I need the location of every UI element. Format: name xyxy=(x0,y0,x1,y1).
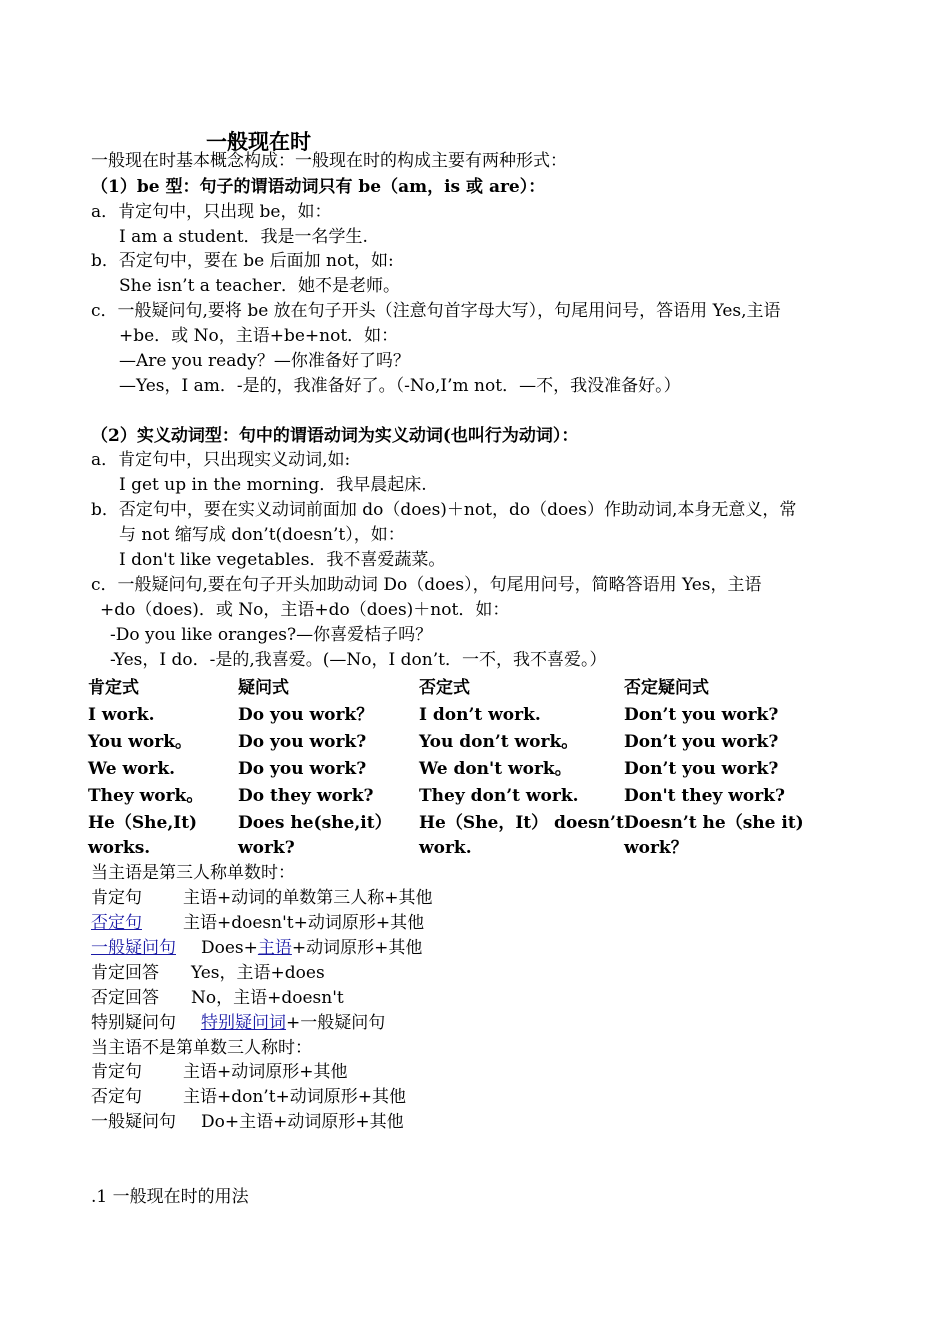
rule-label: 一般疑问句 xyxy=(91,1112,176,1132)
section1-c-example-1: —Are you ready？—你准备好了吗？ xyxy=(119,351,410,371)
rule-text: Do+主语+动词原形+其他 xyxy=(201,1112,404,1132)
table-cell: He（She，It） doesn’t xyxy=(419,813,624,833)
section2-b-label-1: b．否定句中，要在实义动词前面加 do（does)＋not，do（does）作助动词,本身无意义，常 xyxy=(91,500,797,520)
section2-a-example: I get up in the morning．我早晨起床. xyxy=(119,475,427,495)
table-cell: Don’t you work? xyxy=(624,732,779,752)
table-cell: Do you work? xyxy=(238,759,367,779)
table-cell: Does he(she,it） xyxy=(238,813,392,833)
special-question-word-link[interactable]: 特别疑问词 xyxy=(201,1013,286,1033)
section2-heading: （2）实义动词型：句中的谓语动词为实义动词(也叫行为动词）： xyxy=(91,426,579,446)
table-cell: They work。 xyxy=(88,786,204,806)
table-cell: work？ xyxy=(624,838,688,858)
subject-link[interactable]: 主语 xyxy=(257,938,292,958)
rule-text xyxy=(201,1012,385,1034)
rule-label: 肯定回答 xyxy=(91,963,159,983)
section2-c-label-1: c．一般疑问句,要在句子开头加助动词 Do（does），句尾用问号，简略答语用 Yes，主语 xyxy=(91,575,762,595)
table-cell: They don’t work. xyxy=(419,786,579,806)
rule-text-part: +一般疑问句 xyxy=(286,1013,386,1033)
rule-label: 特别疑问句 xyxy=(91,1013,176,1033)
table-cell: I don’t work. xyxy=(419,705,541,725)
table-cell: He（She,It) xyxy=(88,813,198,833)
negative-sentence-link[interactable]: 否定句 xyxy=(91,913,142,933)
section1-b-example: She isn’t a teacher．她不是老师。 xyxy=(119,276,401,296)
general-question-link[interactable]: 一般疑问句 xyxy=(91,938,176,958)
table-cell: We work. xyxy=(88,759,176,779)
page-title: 一般现在时 xyxy=(206,130,311,154)
rule-label: 肯定句 xyxy=(91,888,142,908)
section2-a-label: a．肯定句中，只出现实义动词,如: xyxy=(91,450,351,470)
section1-c-label-2: +be．或 No，主语+be+not．如： xyxy=(119,326,399,346)
rule-text: 主语+动词的单数第三人称+其他 xyxy=(183,888,433,908)
table-header: 疑问式 xyxy=(238,678,289,698)
table-cell: Don’t you work? xyxy=(624,705,779,725)
section1-b-label: b．否定句中，要在 be 后面加 not，如: xyxy=(91,251,394,271)
rule-label: 否定句 xyxy=(91,1087,142,1107)
table-cell: You work。 xyxy=(88,732,192,752)
rule-label: 否定回答 xyxy=(91,988,159,1008)
rule-text: 主语+doesn't+动词原形+其他 xyxy=(183,913,425,933)
table-cell: I work. xyxy=(88,705,155,725)
non-third-person-heading: 当主语不是第单数三人称时： xyxy=(91,1038,312,1058)
table-cell: work? xyxy=(238,838,295,858)
table-cell: Don't they work? xyxy=(624,786,785,806)
section2-c-example-2: -Yes，I do．-是的,我喜爱。(—No，I don’t．一不，我不喜爱。） xyxy=(110,650,607,670)
table-cell: Doesn’t he（she it) xyxy=(624,813,804,833)
rule-text: Yes，主语+does xyxy=(191,963,325,983)
table-cell: works. xyxy=(88,838,151,858)
table-cell: Don’t you work? xyxy=(624,759,779,779)
section1-c-label-1: c．一般疑问句,要将 be 放在句子开头（注意句首字母大写），句尾用问号，答语用 Yes,主语 xyxy=(91,301,781,321)
section1-a-label: a．肯定句中，只出现 be，如： xyxy=(91,202,332,222)
rule-label: 肯定句 xyxy=(91,1062,142,1082)
rule-text xyxy=(201,937,422,959)
section2-b-example: I don't like vegetables．我不喜爱蔬菜。 xyxy=(119,550,446,570)
usage-heading: .1 一般现在时的用法 xyxy=(91,1187,249,1207)
section2-c-example-1: -Do you like oranges?—你喜爱桔子吗？ xyxy=(110,625,433,645)
table-header: 否定疑问式 xyxy=(624,678,709,698)
section1-a-example: I am a student．我是一名学生. xyxy=(119,227,368,247)
rule-text: 主语+动词原形+其他 xyxy=(183,1062,348,1082)
table-cell: Do they work? xyxy=(238,786,374,806)
rule-text: 主语+don’t+动词原形+其他 xyxy=(183,1087,407,1107)
rule-text-part: Does+ xyxy=(201,938,258,958)
section2-b-label-2: 与 not 缩写成 don’t(doesn’t），如： xyxy=(119,525,405,545)
section1-c-example-2: —Yes，I am．-是的，我准备好了。（-No,I’m not．—不，我没准备好。） xyxy=(119,376,681,396)
table-cell: You don’t work。 xyxy=(419,732,579,752)
table-cell: We don't work。 xyxy=(419,759,572,779)
table-header: 否定式 xyxy=(419,678,470,698)
table-cell: Do you work？ xyxy=(238,705,374,725)
table-cell: Do you work? xyxy=(238,732,367,752)
table-cell: work. xyxy=(419,838,472,858)
rule-text: No，主语+doesn't xyxy=(191,988,344,1008)
section2-c-label-2: +do（does)．或 No，主语+do（does)＋not．如： xyxy=(100,600,510,620)
section1-heading: （1）be 型：句子的谓语动词只有 be（am，is 或 are）： xyxy=(91,177,546,197)
rule-text-part: +动词原形+其他 xyxy=(291,938,423,958)
third-person-heading: 当主语是第三人称单数时： xyxy=(91,863,295,883)
table-header: 肯定式 xyxy=(88,678,139,698)
intro-text: 一般现在时基本概念构成：一般现在时的构成主要有两种形式： xyxy=(91,151,567,171)
